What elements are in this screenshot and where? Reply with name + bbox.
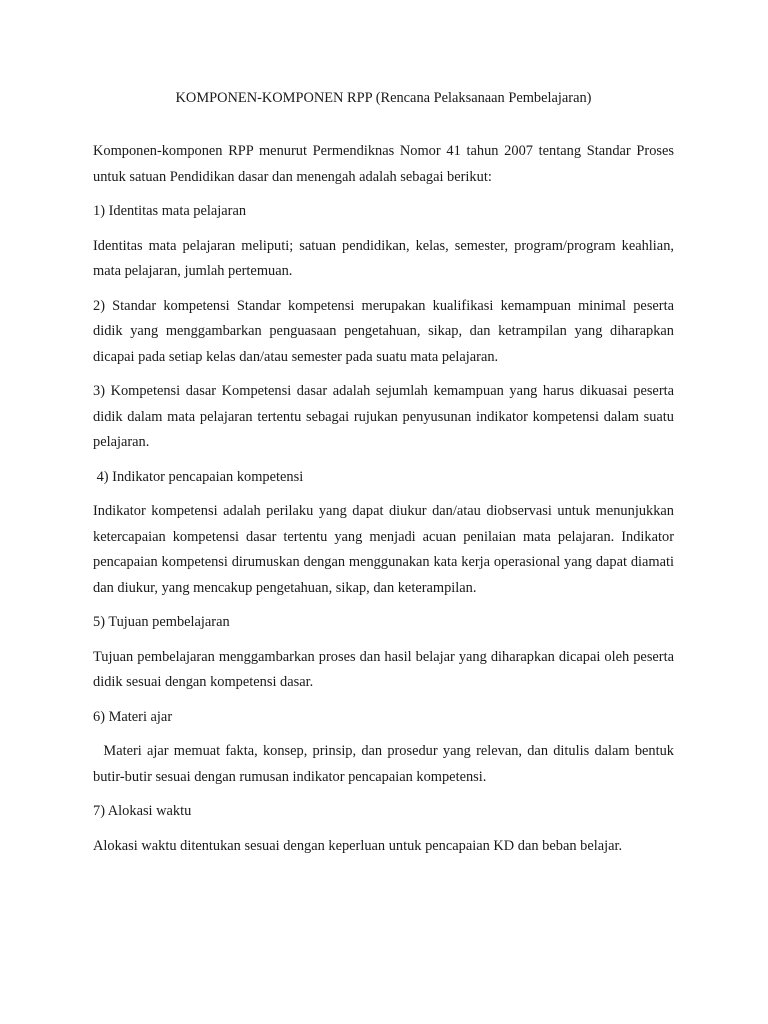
document-title: KOMPONEN-KOMPONEN RPP (Rencana Pelaksanaan Pembelajaran) <box>175 90 592 106</box>
section-body-identitas: Identitas mata pelajaran meliputi; satuan pendidikan, kelas, semester, program/program keahlian, mata pelajaran, jumlah pertemuan. <box>93 237 674 279</box>
section-heading-indikator: 4) Indikator pencapaian kompetensi <box>93 468 304 485</box>
section-body-standar-kompetensi: 2) Standar kompetensi Standar kompetensi merupakan kualifikasi kemampuan minimal peserta didik yang menggambarkan penguasaan pengetahuan, sikap, dan ketrampilan yang diharapkan dicapai pada setiap kelas dan/atau semester pada suatu mata pelajaran. <box>93 297 674 365</box>
section-body-alokasi: Alokasi waktu ditentukan sesuai dengan keperluan untuk pencapaian KD dan beban belajar. <box>93 837 623 854</box>
section-heading-tujuan: 5) Tujuan pembelajaran <box>93 614 230 630</box>
section-body-indikator: Indikator kompetensi adalah perilaku yang dapat diukur dan/atau diobservasi untuk menunjukkan ketercapaian kompetensi dasar tertentu yang menjadi acuan penilaian mata pelajaran. Indikator pencapaian kompetensi dirumuskan dengan menggunakan kata kerja operasional yang dapat diamati dan diukur, yang mencakup pengetahuan, sikap, dan keterampilan. <box>93 503 674 596</box>
intro-paragraph: Komponen-komponen RPP menurut Permendiknas Nomor 41 tahun 2007 tentang Standar Proses untuk satuan Pendidikan dasar dan menengah adalah sebagai berikut: <box>93 143 674 185</box>
section-body-tujuan: Tujuan pembelajaran menggambarkan proses dan hasil belajar yang diharapkan dicapai oleh peserta didik sesuai dengan kompetensi dasar. <box>93 648 674 690</box>
section-heading-alokasi: 7) Alokasi waktu <box>93 803 192 819</box>
document-content <box>93 87 674 868</box>
section-heading-identitas: 1) Identitas mata pelajaran <box>93 203 247 219</box>
section-heading-materi: 6) Materi ajar <box>93 708 173 725</box>
section-body-kompetensi-dasar: 3) Kompetensi dasar Kompetensi dasar adalah sejumlah kemampuan yang harus dikuasai peserta didik dalam mata pelajaran tertentu sebagai rujukan penyusunan indikator kompetensi dalam suatu pelajaran. <box>93 383 674 450</box>
section-body-materi: Materi ajar memuat fakta, konsep, prinsip, dan prosedur yang relevan, dan ditulis dalam bentuk butir-butir sesuai dengan rumusan indikator pencapaian kompetensi. <box>93 743 674 785</box>
